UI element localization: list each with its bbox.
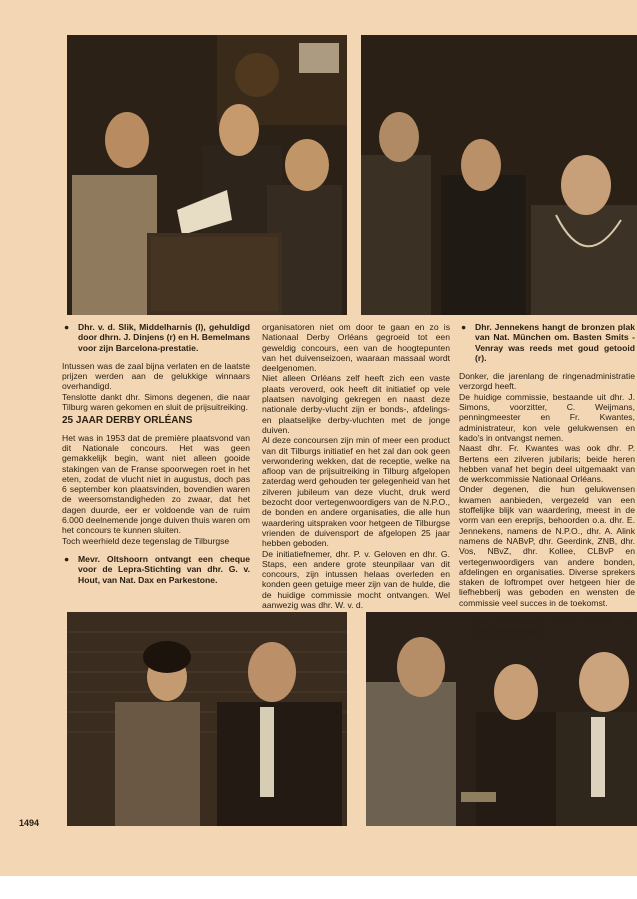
page-bottom-margin: [0, 876, 637, 899]
photo-prize-ceremony: [366, 612, 637, 826]
text-paragraph: Het was in 1953 dat de première plaatsvond van dit Nationale concours. Het was geen gemakkelijk begin, want niet alleen gooide stakingen van de Franse spoorwegen roet in het eten, zodat de vlucht niet in augustus, doch pas 6 september kon plaatsvinden, bovendien waren de weersomstandigheden zo zwaar, dat het dagen duurde, eer er voldoende van de ruim 6.000 deelnemende jonge duiven thuis waren om het concours te kunnen sluiten.: [62, 432, 250, 536]
text-paragraph: Al deze concoursen zijn min of meer een product van dit Tilburgs initiatief en het zal dan ook geen verwondering wekken, dat de receptie, welke na afloop van de prijsuitreiking in Tilburg afgelopen zaterdag werd gehouden ter gelegenheid van het zilveren jubileum van deze vlucht, druk werd bezocht door vertegenwoordigers van de N.P.O., de bonden en andere organisaties, die alle hun waardering uitspraken voor hetgeen de Tilburgse vrienden de duivensport de afgelopen 25 jaar hebben geboden.: [262, 435, 450, 549]
page-number: 1494: [19, 818, 40, 828]
photo-medal-ceremony: [361, 35, 637, 315]
text-paragraph: Niet alleen Orléans zelf heeft zich een vaste plaats veroverd, ook heeft dit initiatief op vele plaatsen navolging gekregen en naast deze nationale derby-vlucht zijn er bonds-, afdelings- en plaatselijke derby-vluchten met de jonge duiven.: [262, 373, 450, 435]
text-paragraph: Intussen was de zaal bijna verlaten en de laatste prijzen werden aan de gelukkige winnaars overhandigd.: [62, 360, 250, 392]
caption-photo3: ● Mevr. Oltshoorn ontvangt een cheque voor de Lepra-Stichting van dhr. G. v. Hout, van Nat. Dax en Parkestone.: [64, 553, 250, 585]
section-heading: 25 JAAR DERBY ORLÉANS: [62, 415, 193, 427]
text-paragraph: Donker, die jarenlang de ringenadministratie verzorgd heeft.: [459, 371, 635, 392]
photo-cheque-presentation: [67, 612, 347, 826]
text-paragraph: organisatoren niet om door te gaan en zo is Nationaal Derby Orléans gegroeid tot een geweldig concours, een van de hoogtepunten van het duivenseizoen, waaraan massaal wordt deelgenomen.: [262, 322, 450, 374]
text-paragraph: De huidige commissie, bestaande uit dhr. J. Simons, voorzitter, C. Weijmans, penningmeester en Fr. Kwantes, administrateur, kon vele gelukwensen en kado's in ontvangst nemen.: [459, 391, 635, 443]
text-paragraph: Naast dhr. Fr. Kwantes was ook dhr. P. Bertens een zilveren jubilaris; beide heren hebben vanaf het begin deel uitgemaakt van de werkcommissie Nationaal Orléans.: [459, 443, 635, 485]
text-paragraph: Tenslotte dankt dhr. Simons degenen, die naar Tilburg waren gekomen en sluit de prijsuitreiking.: [62, 391, 250, 413]
text-paragraph: De initiatiefnemer, dhr. P. v. Geloven en dhr. G. Staps, een andere grote steunpilaar van dit concours, zijn intussen helaas overleden en konden geen getuige meer zijn van de hulde, die de huidige commissie mocht ontvangen. Wel aanwezig was dhr. W. v. d.: [262, 548, 450, 611]
right-column: [459, 322, 635, 637]
caption-photo4: ● Nat. Parkestone sloot de rij der prijsuitreikingen.: [461, 616, 635, 637]
photo-award-lectern: [67, 35, 347, 315]
caption-photo2: ● Dhr. Jennekens hangt de bronzen plak van Nat. München om. Basten Smits - Venray was reeds met goud getooid (r).: [461, 322, 635, 363]
left-column: [62, 322, 250, 585]
text-paragraph: Onder degenen, die hun gelukwensen kwamen aanbieden, vergezeld van een stoffelijke blijk van waardering, meest in de vorm van een ereprijs, behoorden o.a. dhr. E. Jennekens, namens de N.P.O., dhr. A. Alink namens de NABvP, dhr. Geerdink, ZNB, dhr. Vos, NBvZ, dhr. Kollee, CLBvP en vertegenwoordigers van andere bonden, afdelingen en organisaties. Diverse sprekers staken de loftrompet over hetgeen hier de liefhebberij was geboden en wensten de commissie veel succes in de toekomst.: [459, 484, 635, 608]
caption-photo1: ● Dhr. v. d. Slik, Middelharnis (l), gehuldigd door dhrn. J. Dinjens (r) en H. Bemelmans voor zijn Barcelona-prestatie.: [64, 322, 250, 353]
middle-column: [262, 322, 450, 610]
text-paragraph: Toch weerhield deze tegenslag de Tilburgse: [62, 535, 230, 546]
